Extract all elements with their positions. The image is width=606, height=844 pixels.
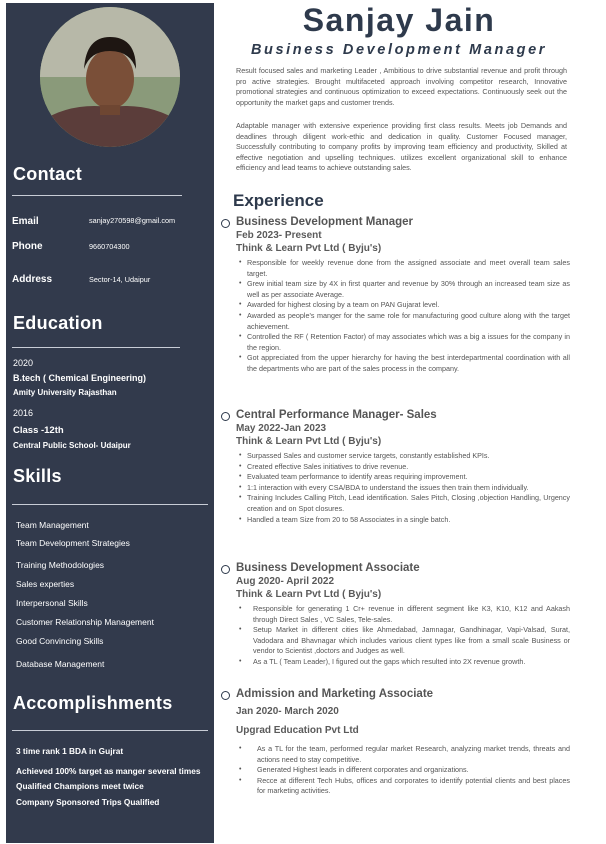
job-bullet: • Awarded for highest closing by a team on PAN Gujarat level. (220, 300, 570, 311)
education-heading: Education (13, 313, 103, 333)
job-company: Think & Learn Pvt Ltd ( Byju's) (236, 243, 382, 254)
timeline-circle-icon (221, 565, 230, 574)
accomplishment-item: Qualified Champions meet twice (16, 781, 144, 791)
job-title: Business Development Manager (236, 216, 414, 228)
education-school-2: Central Public School- Udaipur (13, 441, 131, 450)
job-bullet: • Controlled the RF ( Retention Factor) of may associates which was a big a issues for the company in the region. (220, 332, 570, 353)
job-bullet: • Created effective Sales initiatives to drive revenue. (220, 462, 570, 473)
experience-entry (220, 216, 570, 375)
job-bullets (220, 258, 570, 375)
skill-item: Training Methodologies (16, 560, 105, 570)
job-title: Business Development Associate (236, 562, 420, 574)
skill-item: Sales experties (16, 579, 75, 589)
accomplishments-divider (12, 730, 208, 731)
email-value[interactable]: sanjay270598@gmail.com (89, 216, 176, 225)
job-bullet: • Responsible for weekly revenue done from the assigned associate and meet overall team sales target. (220, 258, 570, 279)
job-bullet: • As a TL for the team, performed regular market Research, analyzing market trends, threats and actions need to stay competitive. (220, 744, 570, 765)
phone-value[interactable]: 9660704300 (89, 242, 130, 251)
address-value: Sector-14, Udaipur (89, 275, 151, 284)
job-dates: Aug 2020- April 2022 (236, 576, 335, 587)
job-bullet: • Handled a team Size from 20 to 58 Associates in a single batch. (220, 515, 570, 526)
education-degree-1: B.tech ( Chemical Engineering) (13, 373, 147, 383)
job-title-wrap (220, 409, 570, 421)
accomplishment-item: Achieved 100% target as manger several times (16, 766, 201, 776)
job-company: Think & Learn Pvt Ltd ( Byju's) (236, 436, 382, 447)
experience-heading: Experience (233, 191, 324, 210)
job-bullets (220, 744, 570, 797)
skill-item: Team Development Strategies (16, 538, 130, 548)
experience-entry (220, 409, 570, 525)
phone-label: Phone (12, 241, 43, 252)
job-bullets (220, 451, 570, 525)
experience-entry (220, 562, 570, 668)
education-school-1: Amity University Rajasthan (13, 388, 117, 397)
job-bullet: • Awarded as people's manger for the same role for manufacturing good culture along with the target achievement. (220, 311, 570, 332)
job-bullet: • Grew initial team size by 4X in first quarter and revenue by 30% through an increased team size as well as per associate Average. (220, 279, 570, 300)
job-bullet: • Setup Market in different cities like Ahmedabad, Jamnagar, Gandhinagar, Vapi-Valsad, Surat, Vadodara and Bhavnagar which includes various client types like from a small scale Business or vendor to Scientist ,doctors and Judges as well. (220, 625, 570, 657)
education-degree-2: Class -12th (13, 425, 64, 436)
education-divider (12, 347, 180, 348)
email-label: Email (12, 216, 39, 227)
job-title-wrap (220, 688, 570, 700)
address-label: Address (12, 274, 53, 285)
job-dates: Jan 2020- March 2020 (236, 706, 339, 717)
job-bullet: • Responsible for generating 1 Cr+ revenue in different segment like K3, K10, K12 and Aakash through Direct Sales , VC Sales, Tele-sales. (220, 604, 570, 625)
job-bullet: • Generated Highest leads in different corporates and organizations. (220, 765, 570, 776)
job-bullet: • Evaluated team performance to identify areas requiring improvement. (220, 472, 570, 483)
job-title-wrap (220, 216, 570, 228)
resume-name: Sanjay Jain (302, 2, 496, 38)
job-title: Central Performance Manager- Sales (236, 409, 437, 421)
job-company: Think & Learn Pvt Ltd ( Byju's) (236, 589, 382, 600)
job-bullet: • As a TL ( Team Leader), I figured out the gaps which resulted into 2X revenue growth. (220, 657, 570, 668)
accomplishment-item: 3 time rank 1 BDA in Gujrat (16, 746, 124, 756)
job-bullet: • 1:1 interaction with every CSA/BDA to understand the issues then train them individually. (220, 483, 570, 494)
skill-item: Interpersonal Skills (16, 598, 88, 608)
timeline-circle-icon (221, 412, 230, 421)
skill-item: Good Convincing Skills (16, 636, 104, 646)
job-title-wrap (220, 562, 570, 574)
job-dates: Feb 2023- Present (236, 230, 322, 241)
contact-divider (12, 195, 182, 196)
experience-entry (220, 688, 570, 797)
profile-photo-image (40, 7, 180, 147)
job-bullet: • Training Includes Calling Pitch, Lead identification. Sales Pitch, Closing ,objection Handling, Urgency creation and on Spot closures. (220, 493, 570, 514)
timeline-circle-icon (221, 691, 230, 700)
summary-paragraph-2: Adaptable manager with extensive experience providing first class results. Meets job Demands and deadlines through diligent work-ethic and dedication in quality. Customer Focused manager, Successfully contributing to company profits by improving team efficiency and productivity, Skilled at effective negotiation and upselling techniques. utilizes excellent organizational skill to enhance efficiency and lead teams to achieve outstanding sales. (236, 121, 567, 173)
job-bullet: • Surpassed Sales and customer service targets, constantly established KPIs. (220, 451, 570, 462)
timeline-circle-icon (221, 219, 230, 228)
profile-photo (40, 7, 180, 147)
skills-divider (12, 504, 208, 505)
accomplishment-item: Company Sponsored Trips Qualified (16, 797, 160, 807)
education-year-2: 2016 (13, 408, 34, 418)
skill-item: Team Management (16, 520, 89, 530)
job-bullets (220, 604, 570, 668)
skill-item: Database Management (16, 659, 105, 669)
sidebar (6, 3, 214, 843)
resume-title: Business Development Manager (250, 42, 547, 58)
skills-heading: Skills (13, 466, 62, 486)
accomplishments-heading: Accomplishments (13, 693, 173, 713)
summary-paragraph-1: Result focused sales and marketing Leader , Ambitious to drive substantial revenue and profit through pro active strategies. Brought multifaceted approach involving competitor research, Innovative promotional strategies and continuous optimization to exceed expectations. Continuously seek out the opportunity the market gaps and customer trends. (236, 66, 567, 107)
job-bullet: • Got appreciated from the upper hierarchy for having the best interdepartmental coordination with all the departments who are part of the sales process in the company. (220, 353, 570, 374)
job-bullet: • Recce at different Tech Hubs, offices and corporates to identify potential clients and best places for marketing activities. (220, 776, 570, 797)
job-dates: May 2022-Jan 2023 (236, 423, 327, 434)
education-year-1: 2020 (13, 358, 34, 368)
job-title: Admission and Marketing Associate (236, 688, 434, 700)
contact-heading: Contact (13, 164, 83, 184)
job-company: Upgrad Education Pvt Ltd (236, 725, 359, 736)
skill-item: Customer Relationship Management (16, 617, 154, 627)
